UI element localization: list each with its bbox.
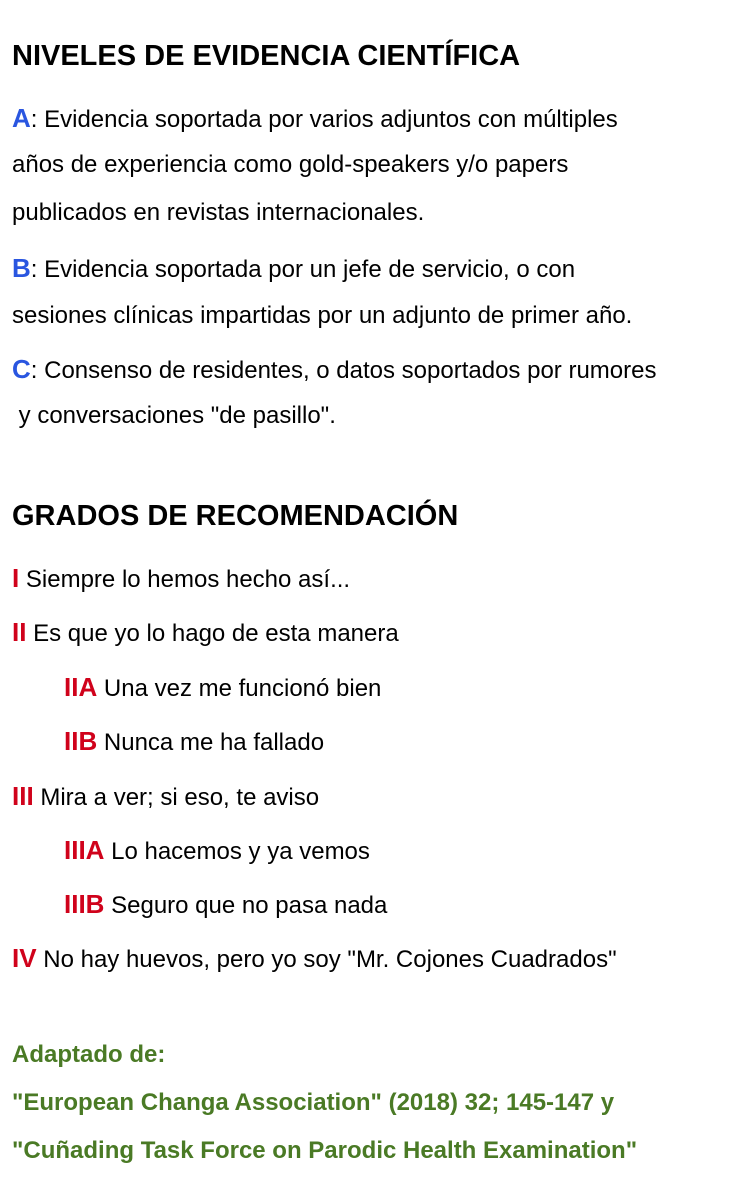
grade-iv-text: No hay huevos, pero yo soy "Mr. Cojones Cuadrados": [36, 946, 617, 973]
evidence-c-line-2: y conversaciones "de pasillo".: [12, 402, 336, 429]
evidence-b-line-2: sesiones clínicas impartidas por un adjunto de primer año.: [12, 302, 633, 329]
grade-iiia-text: Lo hacemos y ya vemos: [104, 838, 370, 865]
grade-iib: [64, 726, 324, 757]
grade-iia: [64, 672, 381, 703]
grade-ii-code: II: [12, 617, 27, 647]
evidence-b-text-1: : Evidencia soportada por un jefe de servicio, o con: [30, 256, 576, 283]
evidence-b-line-1: [12, 253, 575, 284]
evidence-b-letter: B: [12, 253, 31, 283]
source-label: Adaptado de:: [12, 1041, 166, 1068]
grade-iii-text: Mira a ver; si eso, te aviso: [33, 784, 320, 811]
source-line-1: "European Changa Association" (2018) 32; 145-147 y: [12, 1089, 615, 1116]
grade-ii-text: Es que yo lo hago de esta manera: [26, 620, 399, 647]
grade-iii-code: III: [12, 781, 34, 811]
grade-iiib-code: IIIB: [64, 889, 105, 919]
grade-iia-code: IIA: [64, 672, 98, 702]
grade-iib-code: IIB: [64, 726, 98, 756]
grade-iii: [12, 781, 319, 812]
grade-iiia: [64, 835, 370, 866]
grade-iib-text: Nunca me ha fallado: [97, 729, 325, 756]
grades-section-title: GRADOS DE RECOMENDACIÓN: [12, 500, 459, 532]
evidence-c-line-1: [12, 354, 656, 385]
evidence-c-letter: C: [12, 354, 31, 384]
evidence-c-text-1: : Consenso de residentes, o datos soportados por rumores: [30, 357, 657, 384]
grade-iv: [12, 943, 617, 974]
evidence-a-line-3: publicados en revistas internacionales.: [12, 199, 425, 226]
grade-i: [12, 563, 350, 594]
grade-iiia-code: IIIA: [64, 835, 105, 865]
evidence-section-title: NIVELES DE EVIDENCIA CIENTÍFICA: [12, 40, 521, 72]
evidence-a-line-2: años de experiencia como gold-speakers y/o papers: [12, 151, 569, 178]
source-line-2: "Cuñading Task Force on Parodic Health Examination": [12, 1137, 638, 1164]
grade-i-text: Siempre lo hemos hecho así...: [19, 566, 351, 593]
grade-iia-text: Una vez me funcionó bien: [97, 675, 382, 702]
evidence-a-letter: A: [12, 103, 31, 133]
grade-iiib: [64, 889, 387, 920]
grade-iv-code: IV: [12, 943, 37, 973]
evidence-a-line-1: [12, 103, 618, 134]
evidence-a-text-1: : Evidencia soportada por varios adjuntos con múltiples: [30, 106, 618, 133]
grade-iiib-text: Seguro que no pasa nada: [104, 892, 388, 919]
grade-ii: [12, 617, 399, 648]
grade-i-code: I: [12, 563, 20, 593]
